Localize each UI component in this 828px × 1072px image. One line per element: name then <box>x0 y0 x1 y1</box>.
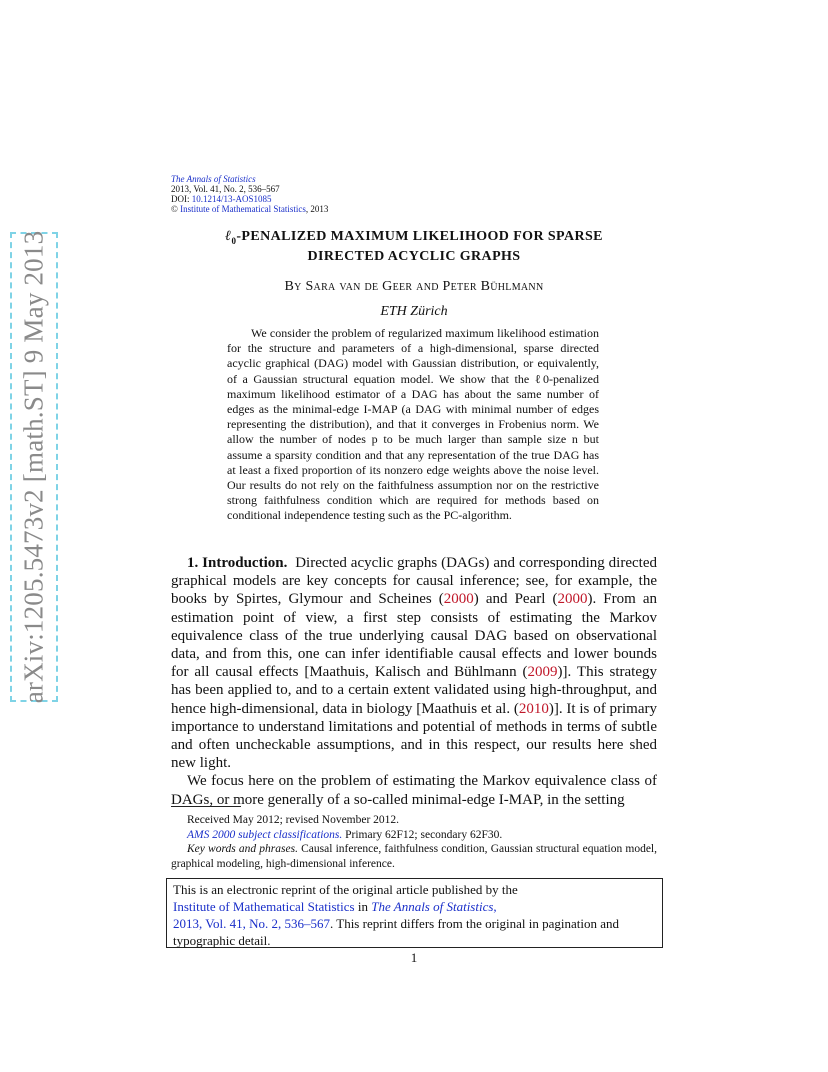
journal-volume: 2013, Vol. 41, No. 2, 536–567 <box>171 184 280 194</box>
footnote-rule <box>171 806 241 807</box>
intro-paragraph-2: We focus here on the problem of estimating the Markov equivalence class of DAGs, or more generally of a so-called minimal-edge I-MAP, in the setting <box>171 773 657 808</box>
ams-classification-link[interactable]: AMS 2000 subject classifications. <box>187 828 343 841</box>
journal-header <box>171 174 328 214</box>
volume-link[interactable]: 2013, Vol. 41, No. 2, 536–567 <box>173 916 330 931</box>
authors: By Sara van de Geer and Peter Bühlmann <box>284 279 544 294</box>
keywords-label: Key words and phrases. <box>187 843 298 856</box>
ims-reprint-link[interactable]: Institute of Mathematical Statistics <box>173 899 355 914</box>
copyright-icon: © <box>171 204 178 214</box>
intro-paragraph-1: 1. Introduction. Directed acyclic graphs (DAGs) and corresponding directed graphical models are key concepts for causal inference; see, for example, the books by Spirtes, Glymour and Scheines (2000) and Pearl (2000). From an estimation point of view, a first step consists of estimating the Markov equivalence class of the true underlying causal DAG based on observational data, and from this, one can infer identifiable causal effects and lower bounds for all causal effects [Maathuis, Kalisch and Bühlmann (2009)]. This strategy has been applied to, and to a certain extent validated using high-throughput, and hence high-dimensional, data in biology [Maathuis et al. (2010)]. It is of primary importance to understand limitations and potential of methods in terms of subtle and often uncheckable assumptions, and in this respect, our results here shed new light. <box>171 555 658 772</box>
doi-label: DOI: <box>171 194 190 204</box>
citation-link[interactable]: 2010 <box>518 700 549 717</box>
abstract: We consider the problem of regularized maximum likelihood estimation for the structure and parameters of a high-dimensional, sparse directed acyclic graphical (DAG) model with Gaussian distribution, or equivalently, of a Gaussian structural equation model. We show that the ℓ0-penalized maximum likelihood estimator of a DAG has about the same number of edges as the minimal-edge I-MAP (a DAG with minimal number of edges representing the distribution), and that it converges in Frobenius norm. We allow the number of nodes p to be much larger than sample size n but assume a sparsity condition and that any representation of the true DAG has at least a fixed proportion of its nonzero edge weights above the noise level. Our results do not rely on the faithfulness assumption nor on the restrictive strong faithfulness condition which are required for methods based on conditional independence testing such as the PC-algorithm. <box>227 326 599 523</box>
journal-reprint-link[interactable]: The Annals of Statistics <box>371 899 494 914</box>
copyright-year: , 2013 <box>305 204 329 214</box>
citation-link[interactable]: 2000 <box>557 591 588 608</box>
keywords: Causal inference, faithfulness condition, Gaussian structural equation model, graphical modeling, high-dimensional inference. <box>171 843 657 870</box>
introduction-section <box>171 554 657 809</box>
journal-name-link[interactable]: The Annals of Statistics <box>171 174 256 184</box>
citation-link[interactable]: 2009 <box>527 664 558 681</box>
citation-link[interactable]: 2000 <box>443 591 474 608</box>
arxiv-side-stamp <box>10 232 58 702</box>
affiliation: ETH Zürich <box>380 304 448 319</box>
paper-title: ℓ$_0$-PENALIZED MAXIMUM LIKELIHOOD FOR SPARSE DIRECTED ACYCLIC GRAPHS <box>225 229 603 264</box>
arxiv-identifier: arXiv:1205.5473v2 [math.ST] 9 May 2013 <box>18 230 49 704</box>
reprint-notice-box: This is an electronic reprint of the original article published by the Institute of Mathematical Statistics in The Annals of Statistics, 2013, Vol. 41, No. 2, 536–567. This reprint differs from the original in pagination and typographic detail. <box>166 878 663 948</box>
footnotes: Received May 2012; revised November 2012. AMS 2000 subject classifications. Primary 62F12; secondary 62F30. Key words and phrases. Causal inference, faithfulness condition, Gaussian structural equation model, graphical modeling, high-dimensional inference. <box>171 814 657 870</box>
doi-link[interactable]: 10.1214/13-AOS1085 <box>191 194 272 204</box>
received-dates: Received May 2012; revised November 2012. <box>187 814 400 826</box>
page-number: 1 <box>410 950 418 965</box>
section-heading: 1. Introduction. <box>187 555 288 571</box>
ims-link[interactable]: Institute of Mathematical Statistics <box>180 204 306 214</box>
